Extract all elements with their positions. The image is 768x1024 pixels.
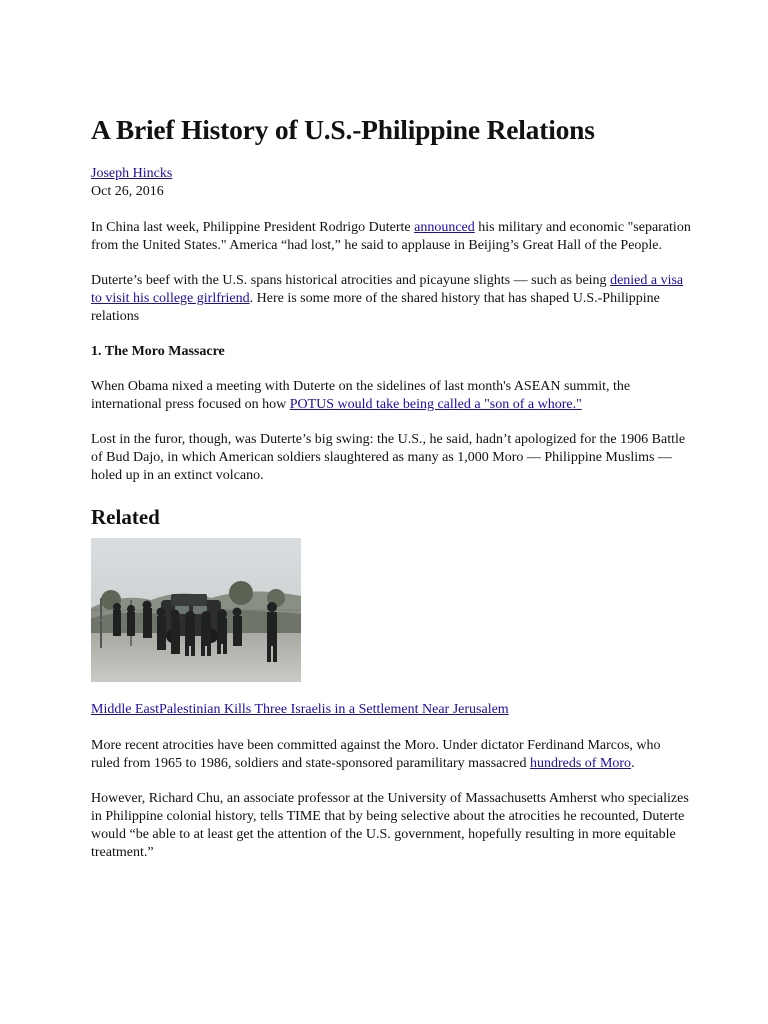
related-heading: Related	[91, 505, 160, 529]
paragraph-1	[91, 219, 691, 255]
paragraph-3	[91, 378, 691, 414]
paragraph-5	[91, 737, 691, 773]
soldiers-photo	[91, 538, 301, 682]
paragraph-5-text-after: .	[631, 756, 635, 771]
related-article-link[interactable]: Middle EastPalestinian Kills Three Israelis in a Settlement Near Jerusalem	[91, 702, 509, 717]
publish-date: Oct 26, 2016	[91, 184, 164, 199]
announced-link[interactable]: announced	[414, 220, 475, 235]
author-link[interactable]: Joseph Hincks	[91, 166, 173, 181]
author-byline	[91, 165, 691, 183]
potus-link[interactable]: POTUS would take being called a "son of a whore."	[289, 397, 582, 412]
related-article-image[interactable]	[91, 538, 301, 682]
section-heading-moro-massacre: 1. The Moro Massacre	[91, 344, 225, 359]
article	[91, 112, 691, 862]
paragraph-2-text-before: Duterte’s beef with the U.S. spans historical atrocities and picayune slights — such as being	[91, 273, 611, 288]
paragraph-1-text-after: his military and economic "separation from the United States." America “had lost,” he said to applause in Beijing’s Great Hall of the People.	[91, 220, 691, 253]
related-article	[91, 701, 691, 719]
paragraph-5-text-before: More recent atrocities have been committed against the Moro. Under dictator Ferdinand Marcos, who ruled from 1965 to 1986, soldiers and state-sponsored paramilitary massacred	[91, 738, 661, 771]
paragraph-2	[91, 272, 691, 326]
hundreds-of-moro-link[interactable]: hundreds of Moro	[529, 756, 632, 771]
paragraph-1-text-before: In China last week, Philippine President Rodrigo Duterte	[91, 220, 415, 235]
paragraph-2-text-after: . Here is some more of the shared history that has shaped U.S.-Philippine relations	[91, 291, 660, 324]
paragraph-6: However, Richard Chu, an associate professor at the University of Massachusetts Amherst who specializes in Philippine colonial history, tells TIME that by being selective about the atrocities he recounted, Duterte would “be able to at least get the attention of the U.S. government, hopefully resulting in more equitable treatment.”	[91, 791, 689, 860]
visa-denied-link[interactable]: denied a visa to visit his college girlfriend	[91, 273, 684, 306]
article-title: A Brief History of U.S.-Philippine Relations	[91, 114, 595, 145]
paragraph-4: Lost in the furor, though, was Duterte’s big swing: the U.S., he said, hadn’t apologized for the 1906 Battle of Bud Dajo, in which American soldiers slaughtered as many as 1,000 Moro — Philippine Muslims — holed up in an extinct volcano.	[91, 432, 686, 483]
paragraph-3-text-before: When Obama nixed a meeting with Duterte on the sidelines of last month's ASEAN summit, the international press focused on how	[91, 379, 631, 412]
